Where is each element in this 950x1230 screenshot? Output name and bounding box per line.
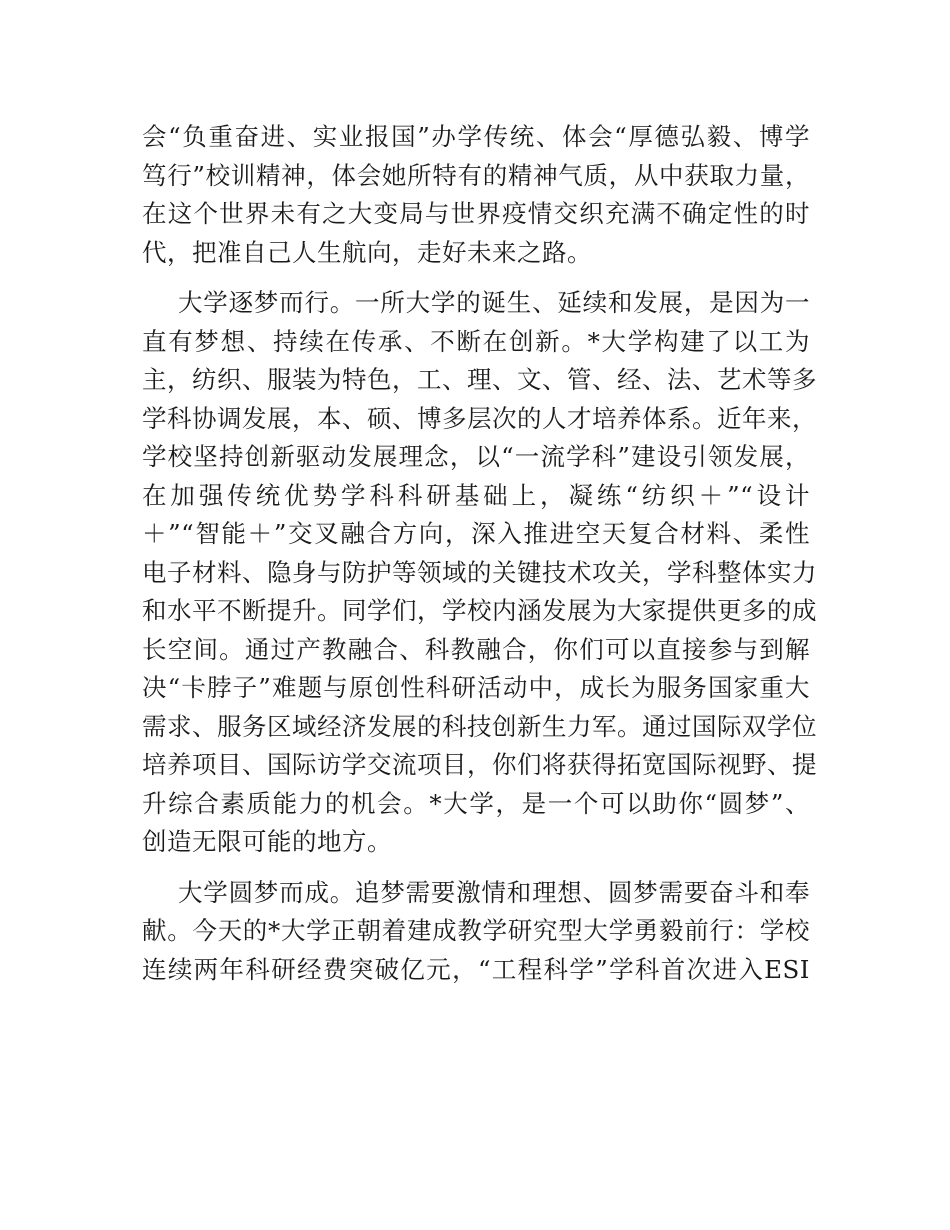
text-line: 笃行”校训精神，体会她所特有的精神气质，从中获取力量，: [142, 160, 810, 190]
paragraph-1: [142, 118, 810, 272]
text-line: 大学逐梦而行。一所大学的诞生、延续和发展，是因为一: [178, 288, 810, 317]
text-line: 长空间。通过产教融合、科教融合，你们可以直接参与到解: [142, 634, 810, 664]
text-line: 在这个世界未有之大变局与世界疫情交织充满不确定性的时: [142, 199, 810, 228]
text-line: 连续两年科研经费突破亿元，“工程科学”学科首次进入ESI: [142, 954, 810, 984]
text-line: 学科协调发展，本、硕、博多层次的人才培养体系。近年来，: [142, 403, 817, 433]
text-line: 直有梦想、持续在传承、不断在创新。*大学构建了以工为: [142, 326, 810, 356]
text-line: 大学圆梦而成。追梦需要激情和理想、圆梦需要奋斗和奉: [178, 877, 810, 907]
text-line: 代，把准自己人生航向，走好未来之路。: [142, 237, 592, 267]
document-body: [142, 118, 817, 1001]
text-line: 创造无限可能的地方。: [142, 827, 392, 856]
text-line: 献。今天的*大学正朝着建成教学研究型大学勇毅前行：学校: [142, 916, 810, 945]
text-line: 升综合素质能力的机会。*大学，是一个可以助你“圆梦”、: [142, 788, 810, 818]
paragraph-3: [142, 874, 810, 990]
text-line: 和水平不断提升。同学们，学校内涵发展为大家提供更多的成: [142, 596, 817, 625]
text-line: 在加强传统优势学科科研基础上，凝练“纺织＋”“设计: [142, 480, 810, 510]
text-line: ＋”“智能＋”交叉融合方向，深入推进空天复合材料、柔性: [142, 519, 810, 548]
text-line: 决“卡脖子”难题与原创性科研活动中，成长为服务国家重大: [142, 673, 810, 702]
text-line: 需求、服务区域经济发展的科技创新生力军。通过国际双学位: [142, 711, 817, 741]
text-line: 培养项目、国际访学交流项目，你们将获得拓宽国际视野、提: [142, 750, 817, 779]
text-line: 主，纺织、服装为特色，工、理、文、管、经、法、艺术等多: [142, 365, 817, 394]
text-line: 会“负重奋进、实业报国”办学传统、体会“厚德弘毅、博学: [142, 122, 810, 151]
text-line: 学校坚持创新驱动发展理念，以“一流学科”建设引领发展，: [142, 442, 810, 471]
paragraph-2: [142, 284, 817, 862]
text-line: 电子材料、隐身与防护等领域的关键技术攻关，学科整体实力: [142, 557, 817, 587]
